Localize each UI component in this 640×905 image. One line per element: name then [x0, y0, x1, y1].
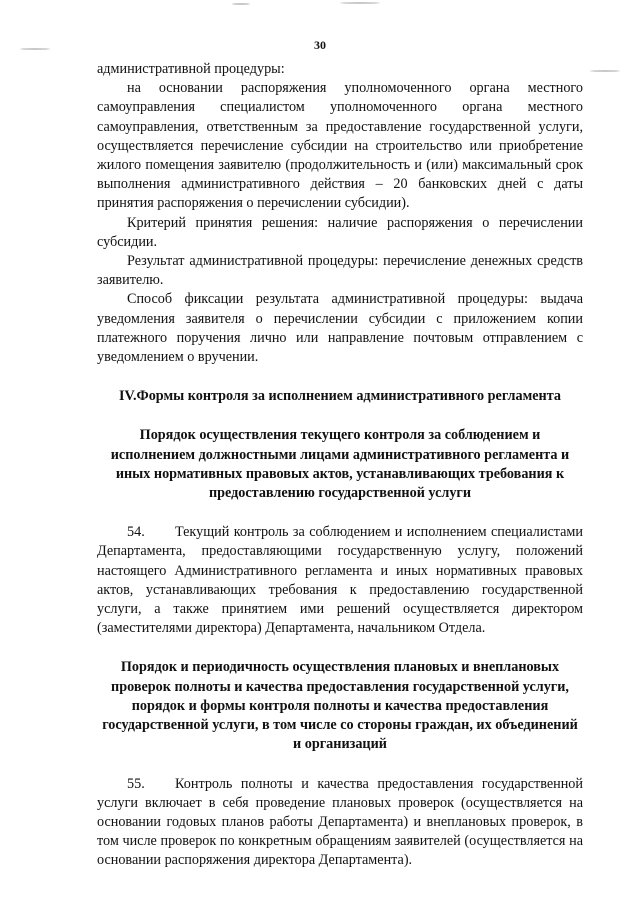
paragraph: Критерий принятия решения: наличие распоряжения о перечислении субсидии.: [97, 214, 583, 250]
scan-speck: [590, 70, 620, 72]
paragraph-text: Текущий контроль за соблюдением и исполнением специалистами Департамента, предоставляющими государственную услугу, положений настоящего Административного регламента и иных нормативных правовых актов, устанавливающих требования к предоставлению государственной услуги, а также принятием ими решений осуществляется директором (заместителями директора) Департамента, начальником Отдела.: [97, 524, 583, 637]
paragraph-number: 54.: [127, 524, 145, 541]
subheading-current-control: Порядок осуществления текущего контроля за соблюдением и исполнением должностными лицами административного регламента и иных нормативных правовых актов, устанавливающих требования к предоставлению государственной услуги: [110, 427, 570, 502]
paragraph: Способ фиксации результата административной процедуры: выдача уведомления заявителя о перечислении субсидии с приложением копии платежного поручения лично или направление почтовым отправлением с уведомлением о вручении.: [97, 291, 583, 366]
intro-line: административной процедуры:: [97, 61, 285, 77]
paragraph-number: 55.: [127, 775, 145, 792]
paragraph: на основании распоряжения уполномоченного органа местного самоуправления специалистом уполномоченного органа местного самоуправления, ответственным за предоставление государственной услуги, осуществляется перечисление субсидии на строительство или приобретение жилого помещения заявителю (продолжительность и (или) максимальный срок выполнения административного действия – 20 банковских дней с даты принятия распоряжения о перечислении субсидии).: [97, 80, 583, 212]
scan-speck: [340, 2, 380, 4]
paragraph-text: Контроль полноты и качества предоставления государственной услуги включает в себя проведение плановых проверок (осуществляется на основании годовых планов работы Департамента) и внеплановых проверок, в том числе проверок по конкретным обращениям заявителей (осуществляется на основании распоряжения директора Департамента).: [97, 775, 583, 869]
page-number: 30: [314, 38, 326, 52]
scan-speck: [232, 3, 250, 5]
document-body: [97, 60, 583, 871]
subheading-inspections: Порядок и периодичность осуществления плановых и внеплановых проверок полноты и качества предоставления государственной услуги, порядок и формы контроля полноты и качества предоставления государственной услуги, в том числе со стороны граждан, их объединений и организаций: [102, 659, 578, 753]
paragraph-54: [97, 523, 583, 638]
paragraph: Результат административной процедуры: перечисление денежных средств заявителю.: [97, 253, 583, 289]
paragraph-55: [97, 775, 583, 871]
section-heading: IV.Формы контроля за исполнением административного регламента: [119, 388, 561, 405]
